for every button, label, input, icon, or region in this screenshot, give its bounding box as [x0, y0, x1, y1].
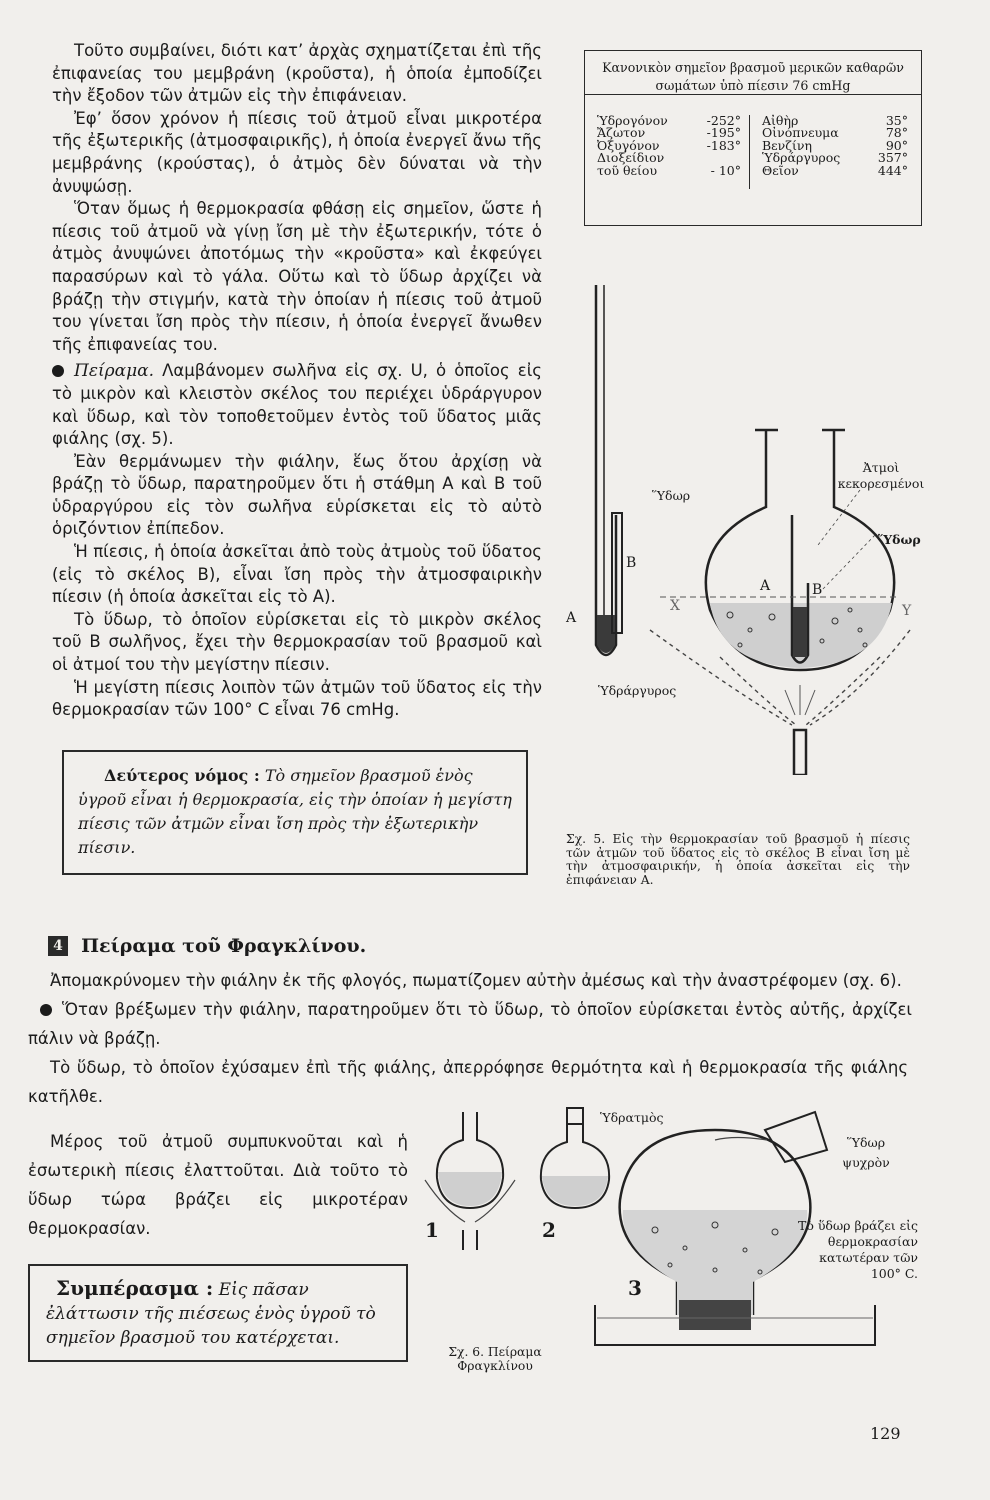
label-flask-3: 3 [628, 1276, 642, 1300]
table-row: Ἄζωτον -195° [597, 125, 741, 141]
paragraph-2: Ἐφ’ ὅσον χρόνον ἡ πίεσις τοῦ ἀτμοῦ εἶναι μικροτέρα τῆς ἐξωτερικῆς (ἀτμοσφαιρικῆς), ἡ ὁποία ἐνεργεῖ ἄνω τῆς μεμβράνης (κρούστας), ὁ ἀτμὸς δὲν δύναται νὰ τὴν ἀνυψώσῃ. [52, 108, 542, 196]
label-X: Χ [670, 598, 680, 614]
boiling-point-table [584, 50, 922, 226]
figure-5-caption: Σχ. 5. Εἰς τὴν θερμοκρασίαν τοῦ βρασμοῦ ἡ πίεσις τῶν ἀτμῶν τοῦ ὕδατος εἰς τὸ σκέλος Β εἶναι ἴση μὲ τὴν ἀτμοσφαιρικήν, ἡ ὁποία ἀσκεῖται εἰς τὴν ἐπιφάνειαν Α. [566, 832, 910, 887]
conclusion-box [28, 1264, 408, 1362]
paragraph-1: Τοῦτο συμβαίνει, διότι κατ’ ἀρχὰς σχηματίζεται ἐπὶ τῆς ἐπιφανείας του μεμβράνη (κροῦστα), ἡ ὁποία ἐμποδίζει τὴν ἔξοδον τῶν ἀτμῶν εἰς τὴν ἐπιφάνειαν. [52, 41, 542, 106]
table-row: Θεῖον 444° [762, 162, 908, 178]
paragraph-6: Ἡ πίεσις, ἡ ὁποία ἀσκεῖται ἀπὸ τοὺς ἀτμοὺς τοῦ ὕδατος (εἰς τὸ σκέλος Β), εἶναι ἴση πρὸς τὴν ἀτμοσφαιρικὴν πίεσιν (ἡ ὁποία ἀσκεῖται εἰς τὸ Α). [52, 542, 542, 607]
experiment-text: Λαμβάνομεν σωλῆνα εἰς σχ. U, ὁ ὁποῖος εἰς τὸ μικρὸν καὶ κλειστὸν σκέλος του περιέχει ὑδράργυρον καὶ ὕδωρ, καὶ τὸν τοποθετοῦμεν ἐντὸς τοῦ ὕδατος μιᾶς φιάλης (σχ. 5). [52, 361, 542, 449]
paragraph-5: Ἐὰν θερμάνωμεν τὴν φιάλην, ἕως ὅτου ἀρχίσῃ νὰ βράζῃ τὸ ὕδωρ, παρατηροῦμεν ὅτι ἡ στάθμη Α καὶ Β τοῦ ὑδραργύρου εἰς τὸν σωλῆνα εὑρίσκεται εἰς τὸ αὐτὸ ὁριζόντιον ἐπίπεδον. [52, 451, 542, 539]
label-Y: Υ [902, 603, 912, 619]
section-number-badge: 4 [48, 936, 68, 956]
label-boils: Τὸ ὕδωρ βράζει εἰς θερμοκρασίαν κατωτέραν τῶν 100° C. [798, 1218, 918, 1281]
label-water-right: Ὕδωρ [878, 532, 921, 547]
table-row: Οἰνόπνευμα 78° [762, 125, 908, 141]
cold-water-stream [715, 1138, 767, 1141]
pointer-water-right [822, 535, 875, 590]
table-row: Διοξείδιον [597, 150, 665, 166]
table-row: Ὑδράργυρος 357° [762, 150, 908, 166]
section-4-body-narrow [28, 1127, 408, 1243]
paragraph-7: Τὸ ὕδωρ, τὸ ὁποῖον εὑρίσκεται εἰς τὸ μικρὸν σκέλος τοῦ Β σωλῆνος, ἔχει τὴν θερμοκρασίαν τοῦ βρασμοῦ καὶ οἱ ἀτμοί του τὴν μεγίστην πίεσιν. [52, 609, 542, 675]
section-paragraph-1: Ἀπομακρύνομεν τὴν φιάλην ἐκ τῆς φλογός, πωματίζομεν αὐτὴν ἀμέσως καὶ τὴν ἀναστρέφομεν (σχ. 6). [50, 971, 902, 990]
label-mercury: Ὑδράργυρος [598, 683, 677, 698]
cold-water-vessel [765, 1112, 827, 1162]
law-box [62, 750, 528, 875]
label-A-left: Α [566, 610, 577, 626]
paragraph-8: Ἡ μεγίστη πίεσις λοιπὸν τῶν ἀτμῶν τοῦ ὕδατος εἰς τὴν θερμοκρασίαν τῶν 100° C εἶναι 76 cmHg. [52, 677, 542, 720]
label-water-left: Ὕδωρ [652, 488, 691, 503]
table-row: Ὑδρογόνον -252° [597, 113, 741, 128]
law-title: Δεύτερος νόμος : [104, 766, 260, 785]
table-row: Ὀξυγόνον -183° [597, 137, 741, 153]
experiment-label: Πείραμα. [74, 361, 155, 382]
inner-tube-mercury [793, 607, 807, 657]
label-cold-water: Ὕδωρ ψυχρὸν [842, 1135, 890, 1170]
label-A-inner: Α [760, 578, 771, 594]
label-B-inner: Β [812, 582, 823, 598]
page-number: 129 [870, 1424, 901, 1443]
bullet-icon [40, 1004, 52, 1016]
figure-6-caption: Σχ. 6. Πείραμα Φραγκλίνου [448, 1345, 542, 1373]
section-title: Πείραμα τοῦ Φραγκλίνου. [81, 935, 367, 957]
table-right-column [750, 115, 920, 189]
label-flask-2: 2 [542, 1218, 556, 1242]
conclusion-text: Εἰς πᾶσαν ἐλάττωσιν τῆς πιέσεως ἑνὸς ὑγροῦ τὸ σημεῖον βρασμοῦ του κατέρχεται. [46, 1280, 376, 1348]
left-column [52, 40, 542, 722]
label-water-vapor: Ὑδρατμὸς [600, 1110, 664, 1125]
section-paragraph-4: Μέρος τοῦ ἀτμοῦ συμπυκνοῦται καὶ ἡ ἐσωτερικὴ πίεσις ἐλαττοῦται. Διὰ τοῦτο τὸ ὕδωρ τώρα βράζει εἰς μικροτέραν θερμοκρασίαν. [28, 1132, 408, 1238]
section-4-heading [48, 935, 366, 957]
burner [794, 730, 806, 775]
flask-3-water [623, 1210, 807, 1315]
label-flask-1: 1 [425, 1218, 439, 1242]
label-B-left: Β [626, 555, 637, 571]
label-saturated-steam: Ἀτμοὶ κεκορεσμένοι [837, 460, 925, 491]
section-paragraph-3: Τὸ ὕδωρ, τὸ ὁποῖον ἐχύσαμεν ἐπὶ τῆς φιάλης, ἀπερρόφησε θερμότητα καὶ ἡ θερμοκρασία τῆς φιάλης κατῆλθε. [28, 1058, 908, 1106]
table-left-column [585, 115, 750, 189]
table-row: τοῦ θείου - 10° [597, 162, 741, 178]
table-title: Κανονικὸν σημεῖον βρασμοῦ μερικῶν καθαρῶν σωμάτων ὑπὸ πίεσιν 76 cmHg [585, 51, 921, 95]
conclusion-title: Συμπέρασμα : [56, 1276, 214, 1300]
flame-rays [785, 685, 815, 715]
section-4-body [28, 966, 912, 1111]
figure-5-apparatus [560, 285, 940, 775]
table-row: Αἰθὴρ 35° [762, 113, 908, 128]
bullet-icon [52, 365, 64, 377]
burner-1 [463, 1230, 477, 1250]
paragraph-experiment [52, 360, 542, 450]
law-text: Τὸ σημεῖον βρασμοῦ ἑνὸς ὑγροῦ εἶναι ἡ θερμοκρασία, εἰς τὴν ὁποίαν ἡ μεγίστη πίεσις τῶν ἀτμῶν εἶναι ἴση πρὸς τὴν ἐξωτερικὴν πίεσιν. [78, 766, 512, 857]
paragraph-3: Ὅταν ὅμως ἡ θερμοκρασία φθάσῃ εἰς σημεῖον, ὥστε ἡ πίεσις τοῦ ἀτμοῦ νὰ γίνῃ ἴση μὲ τὴν ἐξωτερικήν, τότε ὁ ἀτμὸς ἀνυψώνει ἀποτόμως τὴν «κροῦστα» καὶ ἐκφεύγει παρασύρων καὶ τὸ γάλα. Οὕτω καὶ τὸ ὕδωρ ἀρχίζει νὰ βράζῃ τὴν στιγμήν, κατὰ τὴν ὁποίαν ἡ πίεσις τοῦ ἀτμοῦ του γίνεται ἴση πρὸς τὴν πίεσιν, ἡ ὁποία ἐνεργεῖ ἄνωθεν τῆς ἐπιφανείας του. [52, 199, 542, 354]
table-row: Βενζίνη 90° [762, 137, 908, 153]
section-paragraph-2: Ὅταν βρέξωμεν τὴν φιάλην, παρατηροῦμεν ὅτι τὸ ὕδωρ, τὸ ὁποῖον εὑρίσκεται ἐντὸς αὐτῆς, ἀρχίζει πάλιν νὰ βράζῃ. [28, 1000, 912, 1048]
stopper-3 [679, 1300, 751, 1330]
